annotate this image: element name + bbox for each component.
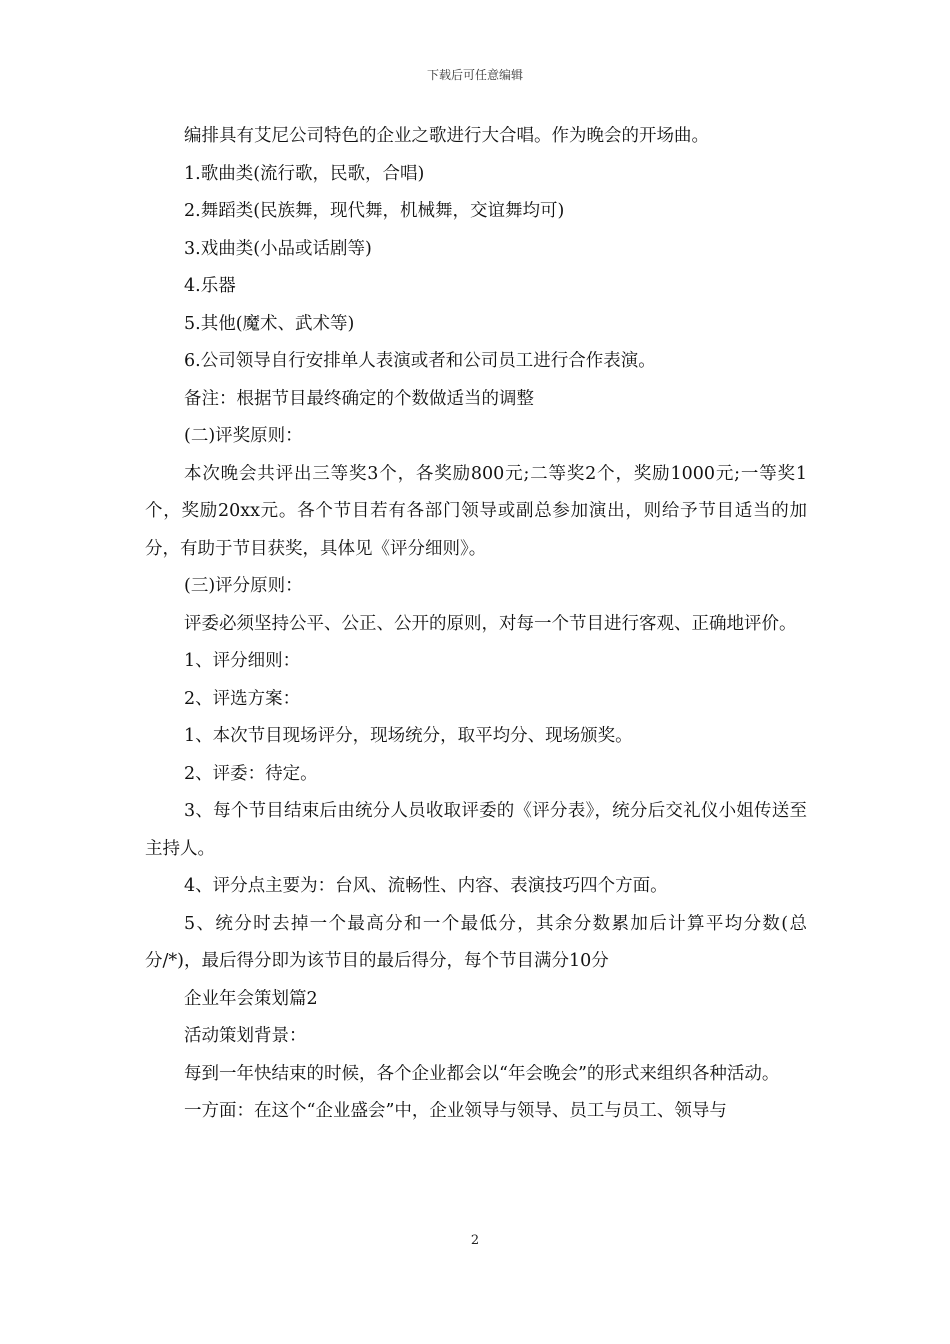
section-heading: 活动策划背景：	[184, 1026, 307, 1046]
list-item: 2、评委：待定。	[184, 763, 318, 784]
list-item: 1、本次节目现场评分，现场统分，取平均分、现场颁奖。	[184, 726, 633, 746]
list-item: 2、评选方案：	[184, 688, 301, 709]
list-item: 5.其他(魔术、武术等)	[184, 313, 355, 334]
page-header-note: 下载后可任意编辑	[426, 68, 523, 82]
list-item: 1、评分细则：	[184, 651, 301, 671]
note-paragraph: 备注：根据节目最终确定的个数做适当的调整	[184, 388, 534, 409]
list-item: 4、评分点主要为：台风、流畅性、内容、表演技巧四个方面。	[184, 876, 668, 896]
list-item: 1.歌曲类(流行歌，民歌，合唱)	[184, 163, 425, 184]
list-item: 3.戏曲类(小品或话剧等)	[184, 238, 372, 259]
list-item: 2.舞蹈类(民族舞，现代舞，机械舞，交谊舞均可)	[184, 201, 565, 221]
paragraph: 本次晚会共评出三等奖3个，各奖励800元;二等奖2个，奖励1000元;一等奖1个，奖励20xx元。各个节目若有各部门领导或副总参加演出，则给予节目适当的加分，有助于节目获奖，具体见《评分细则》。	[145, 463, 807, 559]
page-number: 2	[470, 1233, 480, 1248]
paragraph: 每到一年快结束的时候，各个企业都会以“年会晚会”的形式来组织各种活动。	[184, 1063, 780, 1084]
list-item: 6.公司领导自行安排单人表演或者和公司员工进行合作表演。	[184, 351, 656, 371]
paragraph: 评委必须坚持公平、公正、公开的原则，对每一个节目进行客观、正确地评价。	[184, 613, 797, 634]
section-heading: (二)评奖原则：	[184, 426, 303, 446]
list-item: 5、统分时去掉一个最高分和一个最低分，其余分数累加后计算平均分数(总分/*)，最后得分即为该节目的最后得分，每个节目满分10分	[145, 913, 807, 971]
document-body	[145, 118, 807, 1131]
list-item: 3、每个节目结束后由统分人员收取评委的《评分表》，统分后交礼仪小姐传送至主持人。	[145, 801, 807, 859]
section-title: 企业年会策划篇2	[184, 988, 318, 1009]
list-item: 4.乐器	[184, 276, 236, 296]
paragraph: 编排具有艾尼公司特色的企业之歌进行大合唱。作为晚会的开场曲。	[184, 126, 709, 146]
paragraph: 一方面：在这个“企业盛会”中，企业领导与领导、员工与员工、领导与	[184, 1101, 727, 1121]
section-heading: (三)评分原则：	[184, 576, 303, 596]
